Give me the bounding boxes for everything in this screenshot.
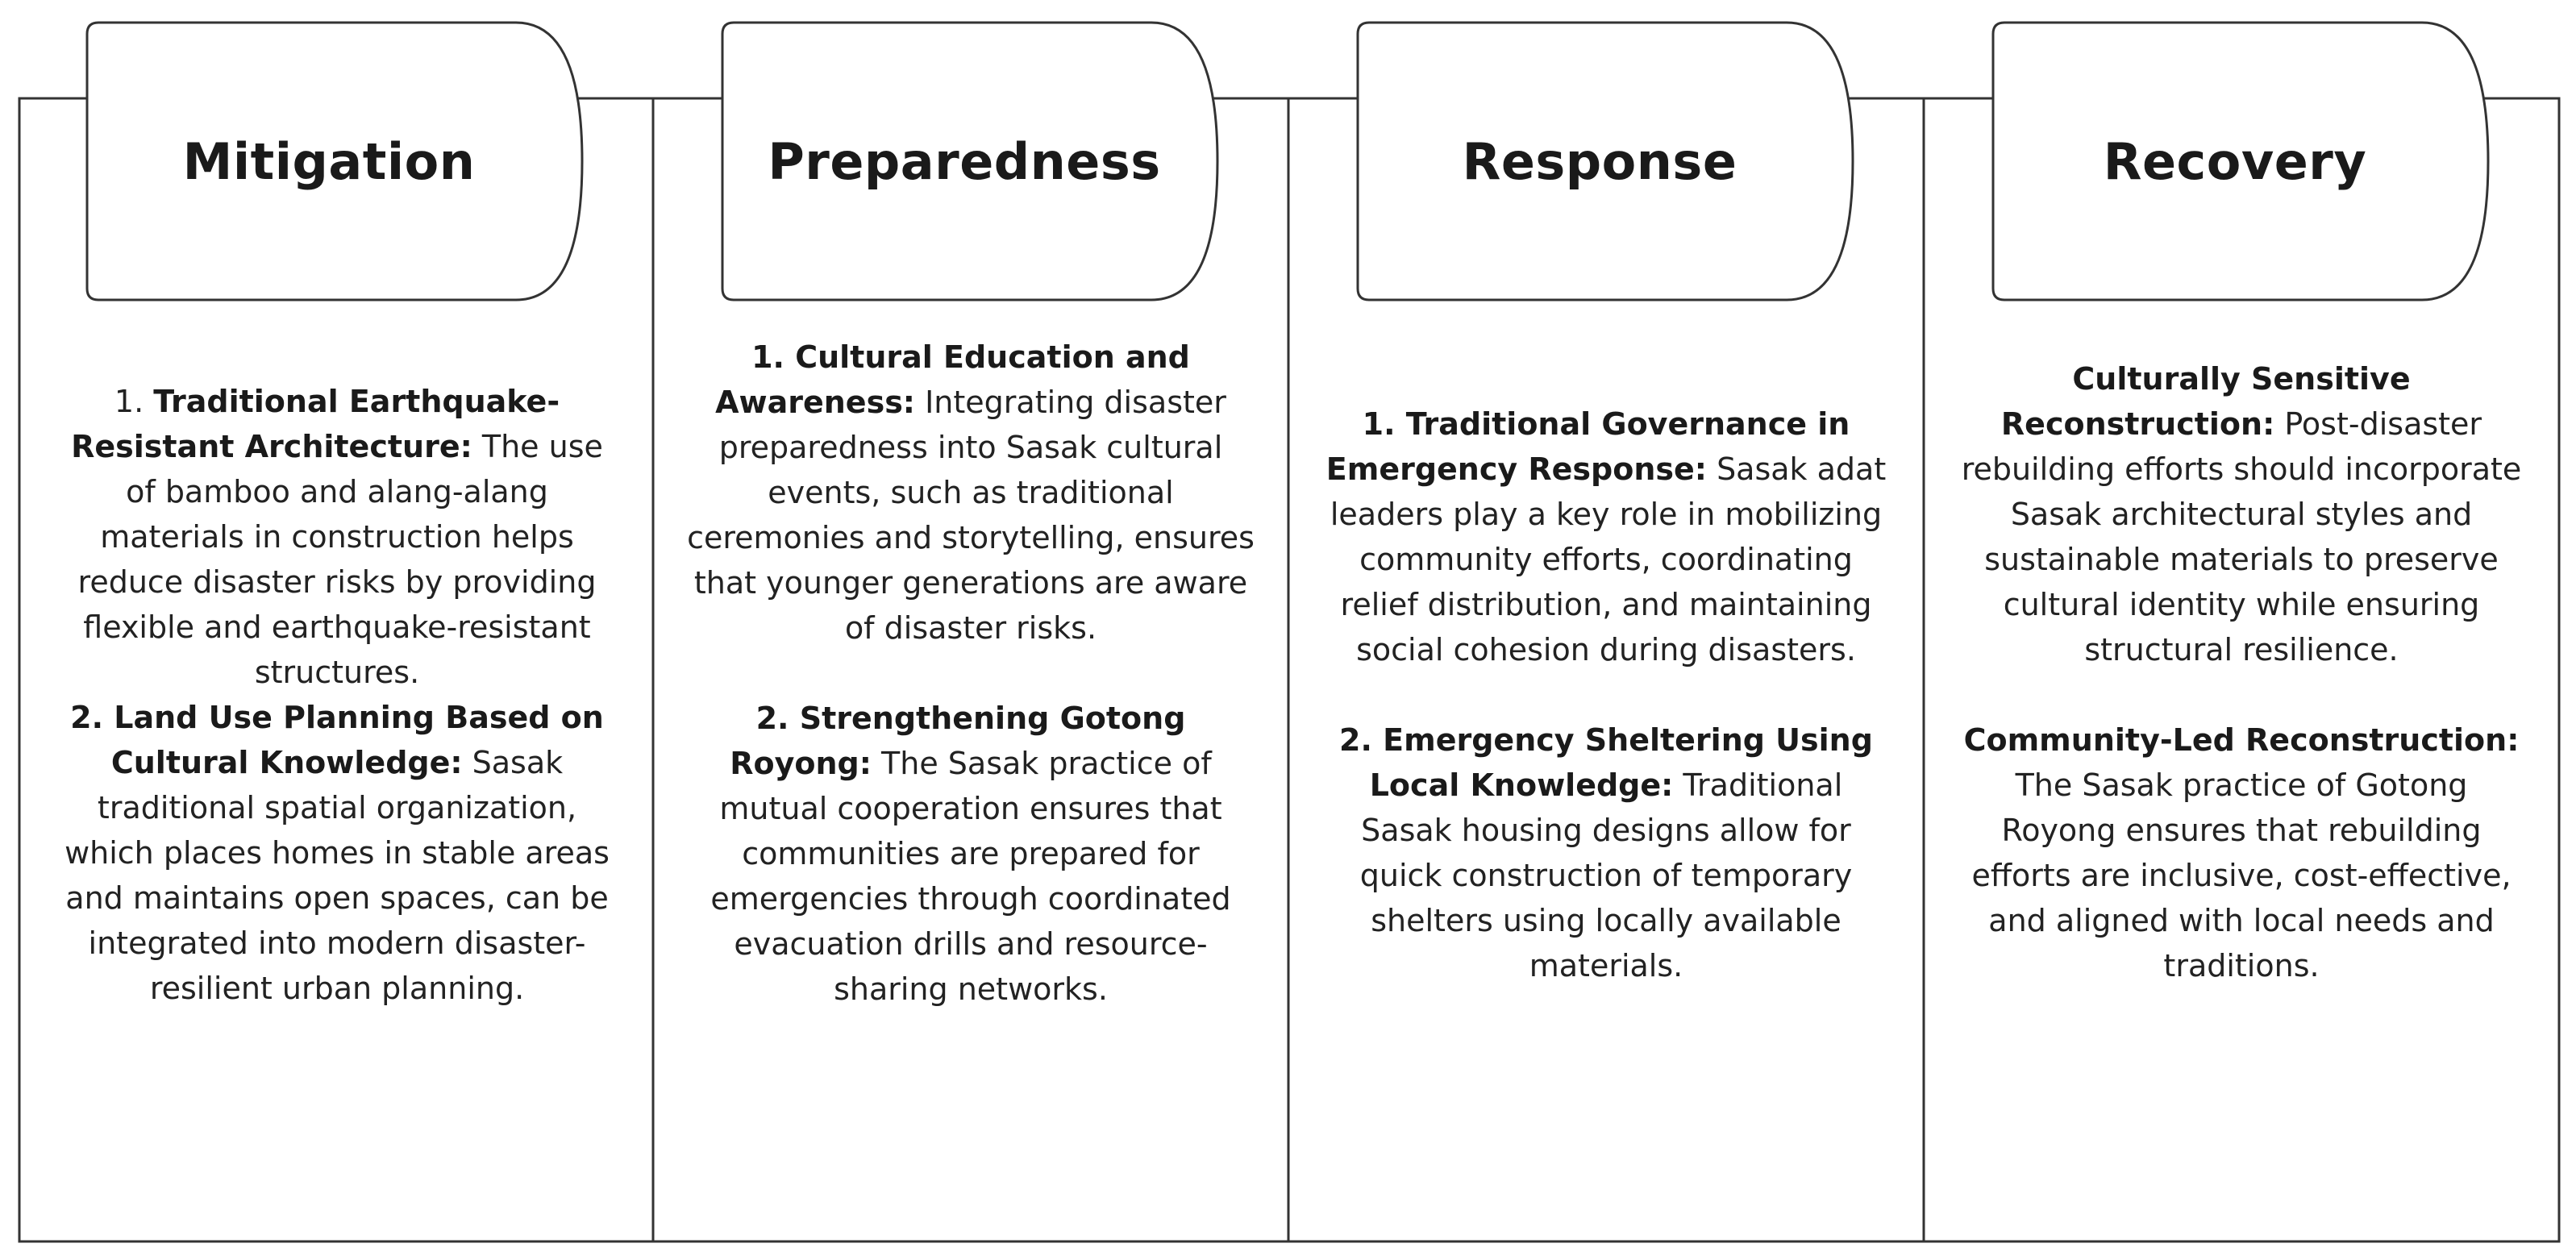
preparedness-item-2 (685, 696, 1256, 1012)
response-title: Response (1462, 131, 1737, 191)
preparedness-item-1-heading: 1. Cultural Education and Awareness: (715, 339, 1190, 420)
preparedness-item-1-text: Integrating disaster preparedness into Sasak cultural events, such as traditional ceremonies and storytelling, ensures that younger generations are aware of disaster risks. (687, 385, 1255, 646)
recovery-item-1 (1956, 356, 2527, 672)
mitigation-body (52, 379, 622, 1011)
recovery-body (1956, 356, 2527, 988)
recovery-item-1-text: Post-disaster rebuilding efforts should incorporate Sasak architectural styles and sustainable materials to preserve cultural identity while ensuring structural resilience. (1961, 406, 2522, 667)
mitigation-column (19, 0, 655, 1260)
mitigation-item-1-heading: Traditional Earthquake-Resistant Architecture: (71, 384, 560, 464)
mitigation-item-1-number: 1. (114, 384, 154, 419)
recovery-item-2 (1956, 717, 2527, 988)
preparedness-body (685, 335, 1256, 1012)
preparedness-column (653, 0, 1288, 1260)
recovery-column (1924, 0, 2559, 1260)
recovery-item-2-text: The Sasak practice of Gotong Royong ensures that rebuilding efforts are inclusive, cost-effective, and aligned with local needs and traditions. (1971, 767, 2511, 983)
response-column (1288, 0, 1924, 1260)
response-item-2-heading: 2. Emergency Sheltering Using Local Knowledge: (1339, 722, 1873, 803)
preparedness-item-2-heading: 2. Strengthening Gotong Royong: (730, 701, 1186, 781)
mitigation-item-2 (52, 695, 622, 1011)
response-item-1-text: Sasak adat leaders play a key role in mobilizing community efforts, coordinating relief distribution, and maintaining social cohesion during disasters. (1330, 451, 1887, 667)
mitigation-title: Mitigation (182, 131, 476, 191)
response-item-2-text: Traditional Sasak housing designs allow for quick construction of temporary shelters using locally available materials. (1359, 767, 1853, 983)
response-item-1-heading: 1. Traditional Governance in Emergency Response: (1325, 406, 1850, 487)
mitigation-item-1-text: The use of bamboo and alang-alang materials in construction helps reduce disaster risks by providing flexible and earthquake-resistant structures. (77, 429, 603, 690)
mitigation-item-2-heading: 2. Land Use Planning Based on Cultural Knowledge: (70, 700, 604, 780)
response-body (1321, 401, 1891, 988)
mitigation-item-2-text: Sasak traditional spatial organization, which places homes in stable areas and maintains open spaces, can be integrated into modern disaster-resilient urban planning. (65, 745, 610, 1006)
response-item-2 (1321, 717, 1891, 988)
recovery-item-2-heading: Community-Led Reconstruction: (1963, 722, 2520, 758)
response-item-1 (1321, 401, 1891, 672)
preparedness-title: Preparedness (768, 131, 1161, 191)
preparedness-item-2-text: The Sasak practice of mutual cooperation ensures that communities are prepared for emergencies through coordinated evacuation drills and resource-sharing networks. (710, 746, 1231, 1007)
preparedness-item-1 (685, 335, 1256, 651)
mitigation-item-1 (52, 379, 622, 695)
recovery-item-1-heading: Culturally Sensitive Reconstruction: (2000, 361, 2411, 442)
recovery-title: Recovery (2103, 131, 2367, 191)
